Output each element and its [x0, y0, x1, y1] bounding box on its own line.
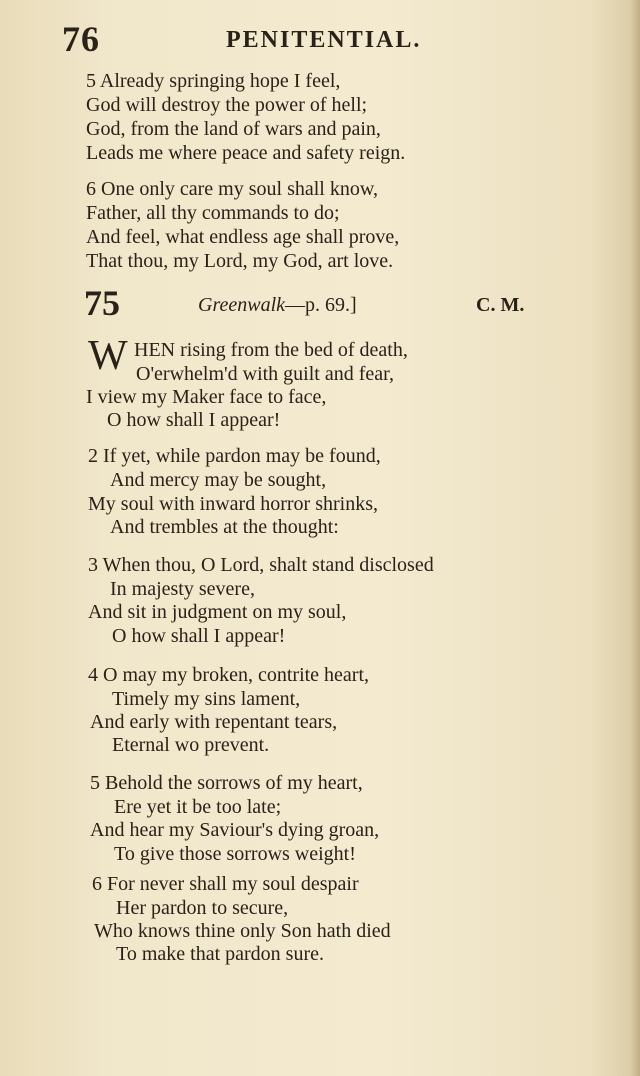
stanza-line: Ere yet it be too late; — [114, 796, 282, 818]
tune-name: Greenwalk — [198, 294, 286, 316]
stanza-line: 6 One only care my soul shall know, — [86, 178, 378, 200]
stanza-line: 5 Behold the sorrows of my heart, — [90, 772, 363, 794]
stanza-line: And sit in judgment on my soul, — [88, 601, 347, 623]
stanza-line: 2 If yet, while pardon may be found, — [88, 445, 381, 467]
first-line: HEN rising from the bed of death, — [134, 339, 408, 361]
stanza-line: Leads me where peace and safety reign. — [86, 142, 406, 164]
stanza-line: God will destroy the power of hell; — [86, 94, 368, 116]
stanza-line: 3 When thou, O Lord, shalt stand disclosed — [88, 554, 434, 576]
stanza-line: 6 For never shall my soul despair — [92, 873, 359, 895]
stanza-line: O how shall I appear! — [112, 625, 286, 647]
hymn-heading — [84, 282, 544, 326]
stanza-line: Who knows thine only Son hath died — [94, 920, 391, 942]
stanza-line: And early with repentant tears, — [90, 711, 338, 733]
tune-page-ref: —p. 69.] — [285, 294, 357, 316]
stanza-line: In majesty severe, — [110, 578, 255, 600]
stanza-line: And trembles at the thought: — [110, 516, 339, 538]
stanza-line: Father, all thy commands to do; — [86, 202, 340, 224]
page-number: 76 — [62, 19, 100, 59]
stanza-line: God, from the land of wars and pain, — [86, 118, 381, 140]
stanza-line: O how shall I appear! — [107, 409, 281, 431]
hymn-meter: C. M. — [476, 294, 525, 316]
stanza-line: That thou, my Lord, my God, art love. — [86, 250, 394, 272]
page-edge-shadow — [630, 0, 640, 1076]
stanza-line: 5 Already springing hope I feel, — [86, 70, 341, 92]
stanza-line: O'erwhelm'd with guilt and fear, — [136, 363, 394, 385]
stanza-line: Eternal wo prevent. — [112, 734, 270, 756]
stanza-line: To give those sorrows weight! — [114, 843, 356, 865]
stanza-line: 4 O may my broken, contrite heart, — [88, 664, 370, 686]
stanza-line: I view my Maker face to face, — [86, 386, 327, 408]
stanza-line: And hear my Saviour's dying groan, — [90, 819, 380, 841]
tune-reference — [198, 294, 357, 317]
stanza-line: And mercy may be sought, — [110, 469, 327, 491]
stanza-line: Timely my sins lament, — [112, 688, 301, 710]
drop-cap: W — [88, 333, 128, 379]
running-head: PENITENTIAL. — [226, 27, 422, 53]
hymn-number: 75 — [84, 283, 120, 323]
stanza-line: And feel, what endless age shall prove, — [86, 226, 400, 248]
stanza-line: My soul with inward horror shrinks, — [88, 493, 378, 515]
stanza-line: Her pardon to secure, — [116, 897, 289, 919]
stanza-line: To make that pardon sure. — [116, 943, 324, 965]
page-header — [62, 18, 452, 58]
